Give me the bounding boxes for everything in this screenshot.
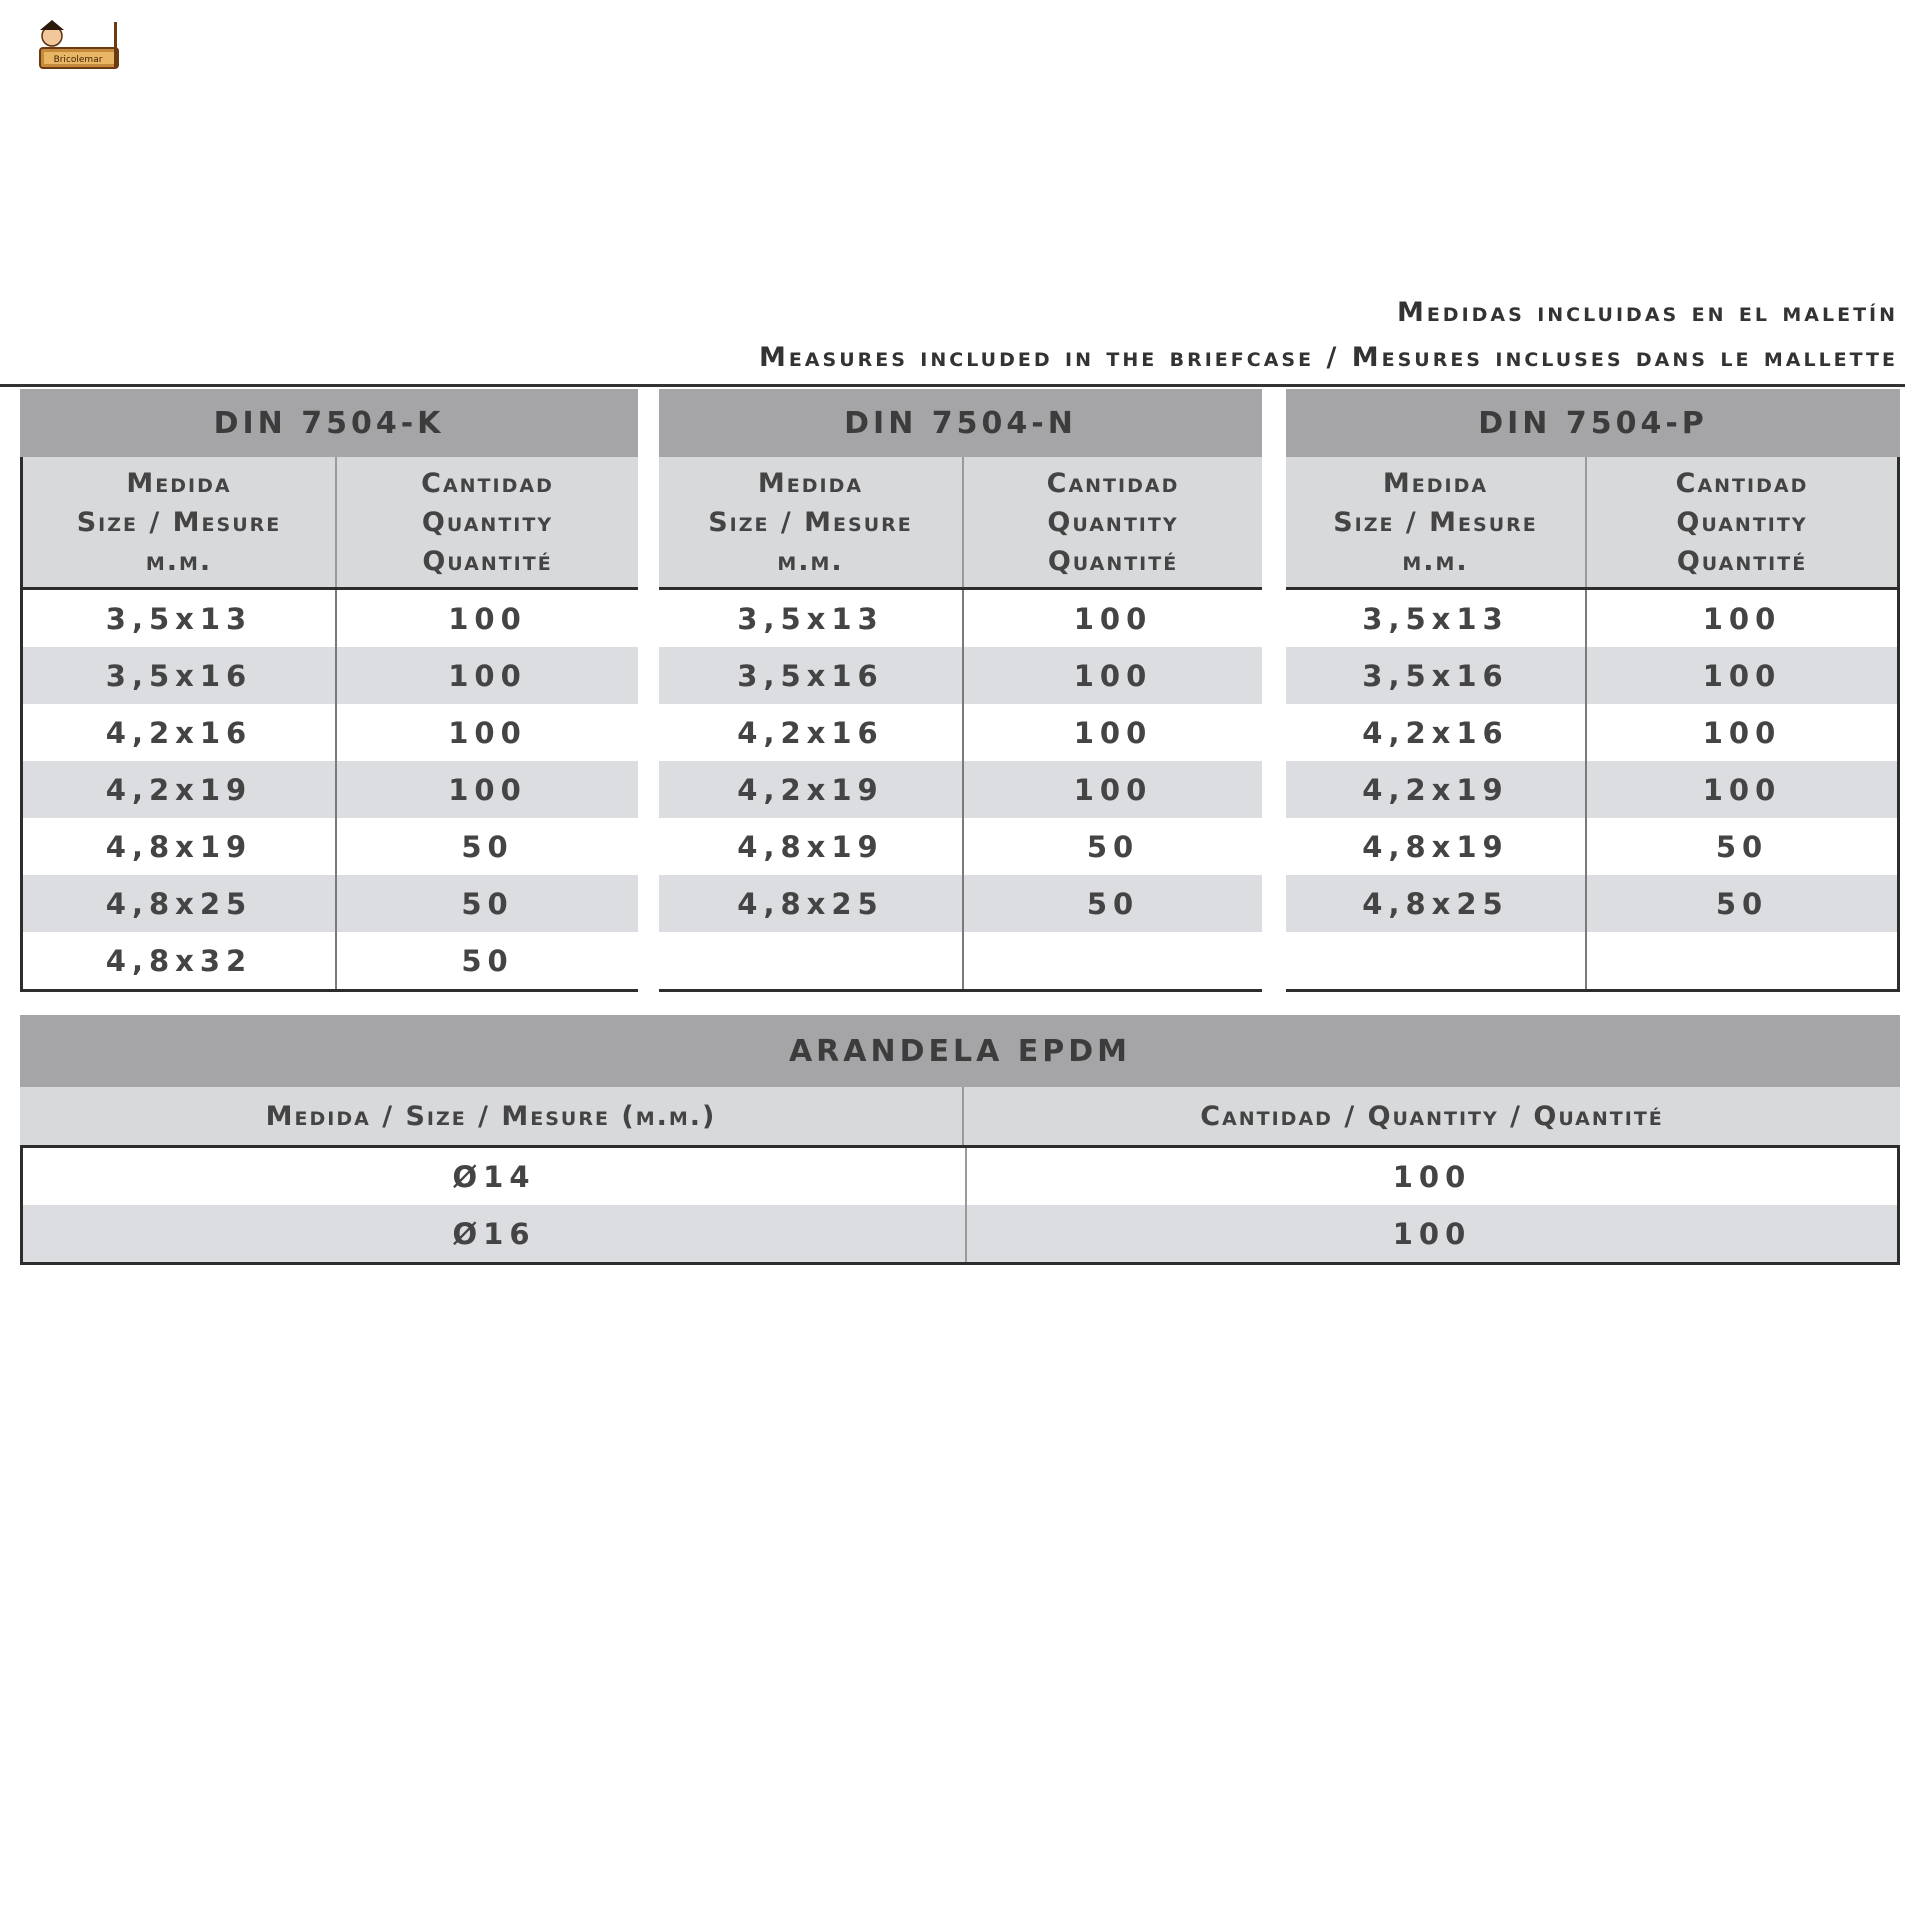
quantity-cell: 100 [448,772,527,807]
washer-body [20,1148,1900,1265]
din-title: DIN 7504-P [1286,389,1900,457]
quantity-header-line: Quantité [1676,545,1808,577]
size-cell: 4,2x16 [659,704,964,761]
size-column-header [1286,457,1587,587]
din-title: DIN 7504-K [20,389,638,457]
size-header-line: m.m. [1402,545,1469,577]
quantity-header-line: Cantidad [421,467,554,499]
size-cell: 4,2x16 [1286,704,1587,761]
size-header-line: Medida [757,467,864,499]
table-row [23,932,638,989]
quantity-header-line: Cantidad [1046,467,1180,499]
quantity-cell: 100 [1073,658,1153,693]
brand-logo [30,18,120,78]
size-header-line: Size / Mesure [708,506,913,538]
size-cell: 3,5x16 [1286,647,1587,704]
size-column-header [659,457,964,587]
quantity-cell: 50 [461,886,514,921]
size-header-line: m.m. [145,545,213,577]
washer-table [20,1015,1900,1265]
column-header-row [659,457,1262,590]
size-column-header [23,457,337,587]
size-cell: 4,2x19 [1286,761,1587,818]
size-cell: 4,8x19 [23,818,337,875]
size-cell: 4,8x32 [23,932,337,989]
din-title: DIN 7504-N [659,389,1262,457]
washer-size-header: Medida / Size / Mesure (m.m.) [20,1087,964,1145]
size-cell: 3,5x16 [659,647,964,704]
size-cell: 3,5x13 [1286,590,1587,647]
quantity-header-line: Quantity [421,506,554,538]
table-row [23,761,638,818]
table-row [23,1148,1897,1205]
table-row [659,647,1262,704]
table-row [23,875,638,932]
size-cell: 4,8x25 [1286,875,1587,932]
size-cell [1286,932,1587,989]
svg-text:Bricolemar: Bricolemar [53,55,103,65]
quantity-cell: 50 [1086,829,1140,864]
quantity-cell [1587,932,1897,989]
size-cell: 4,8x25 [659,875,964,932]
quantity-column-header [1587,457,1897,587]
quantity-cell: 100 [1392,1159,1472,1194]
quantity-header-line: Quantity [1047,506,1179,538]
table-row [1286,647,1897,704]
washer-header-row [20,1087,1900,1148]
size-header-line: Size / Mesure [76,506,282,538]
quantity-cell: 100 [1702,601,1782,636]
size-cell: 3,5x13 [659,590,964,647]
quantity-cell: 100 [448,715,527,750]
table-body [1286,590,1900,992]
size-header-line: Medida [1382,467,1489,499]
din-table-p [1286,389,1900,992]
column-header-row [20,457,638,590]
table-row [659,704,1262,761]
table-row [23,1205,1897,1262]
heading-english-french: Measures included in the briefcase / Mesures incluses dans le mallette [758,342,1898,373]
heading-rule [0,384,1905,387]
table-row [23,590,638,647]
quantity-cell: 100 [448,601,527,636]
table-row [659,932,1262,989]
quantity-cell: 50 [1086,886,1140,921]
quantity-header-line: Cantidad [1675,467,1809,499]
quantity-cell: 100 [1702,715,1782,750]
quantity-header-line: Quantité [1047,545,1179,577]
table-row [1286,590,1897,647]
quantity-cell: 50 [1715,829,1769,864]
quantity-cell: 100 [448,658,527,693]
table-row [23,647,638,704]
quantity-header-line: Quantity [1676,506,1808,538]
table-row [23,704,638,761]
size-cell: 3,5x16 [23,647,337,704]
table-row [1286,761,1897,818]
quantity-cell: 100 [1392,1216,1472,1251]
table-row [1286,875,1897,932]
quantity-cell: 50 [461,943,514,978]
table-row [23,818,638,875]
size-cell: 4,8x19 [659,818,964,875]
quantity-column-header [964,457,1262,587]
table-row [659,590,1262,647]
size-cell: 4,8x19 [1286,818,1587,875]
quantity-cell: 100 [1073,715,1153,750]
size-cell: 3,5x13 [23,590,337,647]
size-cell: 4,2x19 [23,761,337,818]
din-table-n [659,389,1262,992]
size-cell: 4,2x16 [23,704,337,761]
column-header-row [1286,457,1900,590]
heading-spanish: Medidas incluidas en el maletín [1396,297,1898,328]
table-row [659,761,1262,818]
quantity-cell: 100 [1073,772,1153,807]
washer-quantity-header: Cantidad / Quantity / Quantité [1200,1100,1664,1132]
quantity-cell [964,932,1262,989]
din-table-k [20,389,638,992]
size-cell: 4,2x19 [659,761,964,818]
quantity-header-line: Quantité [422,545,553,577]
quantity-cell: 50 [1715,886,1769,921]
size-header-line: Medida [126,467,232,499]
quantity-cell: 100 [1073,601,1153,636]
table-row [1286,818,1897,875]
size-header-line: Size / Mesure [1333,506,1538,538]
quantity-cell: 50 [461,829,514,864]
size-cell: 4,8x25 [23,875,337,932]
table-row [659,875,1262,932]
table-body [20,590,638,992]
size-header-line: m.m. [777,545,844,577]
size-cell [659,932,964,989]
table-row [659,818,1262,875]
size-cell: Ø16 [23,1205,967,1262]
quantity-cell: 100 [1702,658,1782,693]
size-cell: Ø14 [23,1148,967,1205]
table-row [1286,704,1897,761]
table-body [659,590,1262,992]
quantity-cell: 100 [1702,772,1782,807]
washer-title: ARANDELA EPDM [20,1015,1900,1087]
quantity-column-header [337,457,638,587]
table-row [1286,932,1897,989]
